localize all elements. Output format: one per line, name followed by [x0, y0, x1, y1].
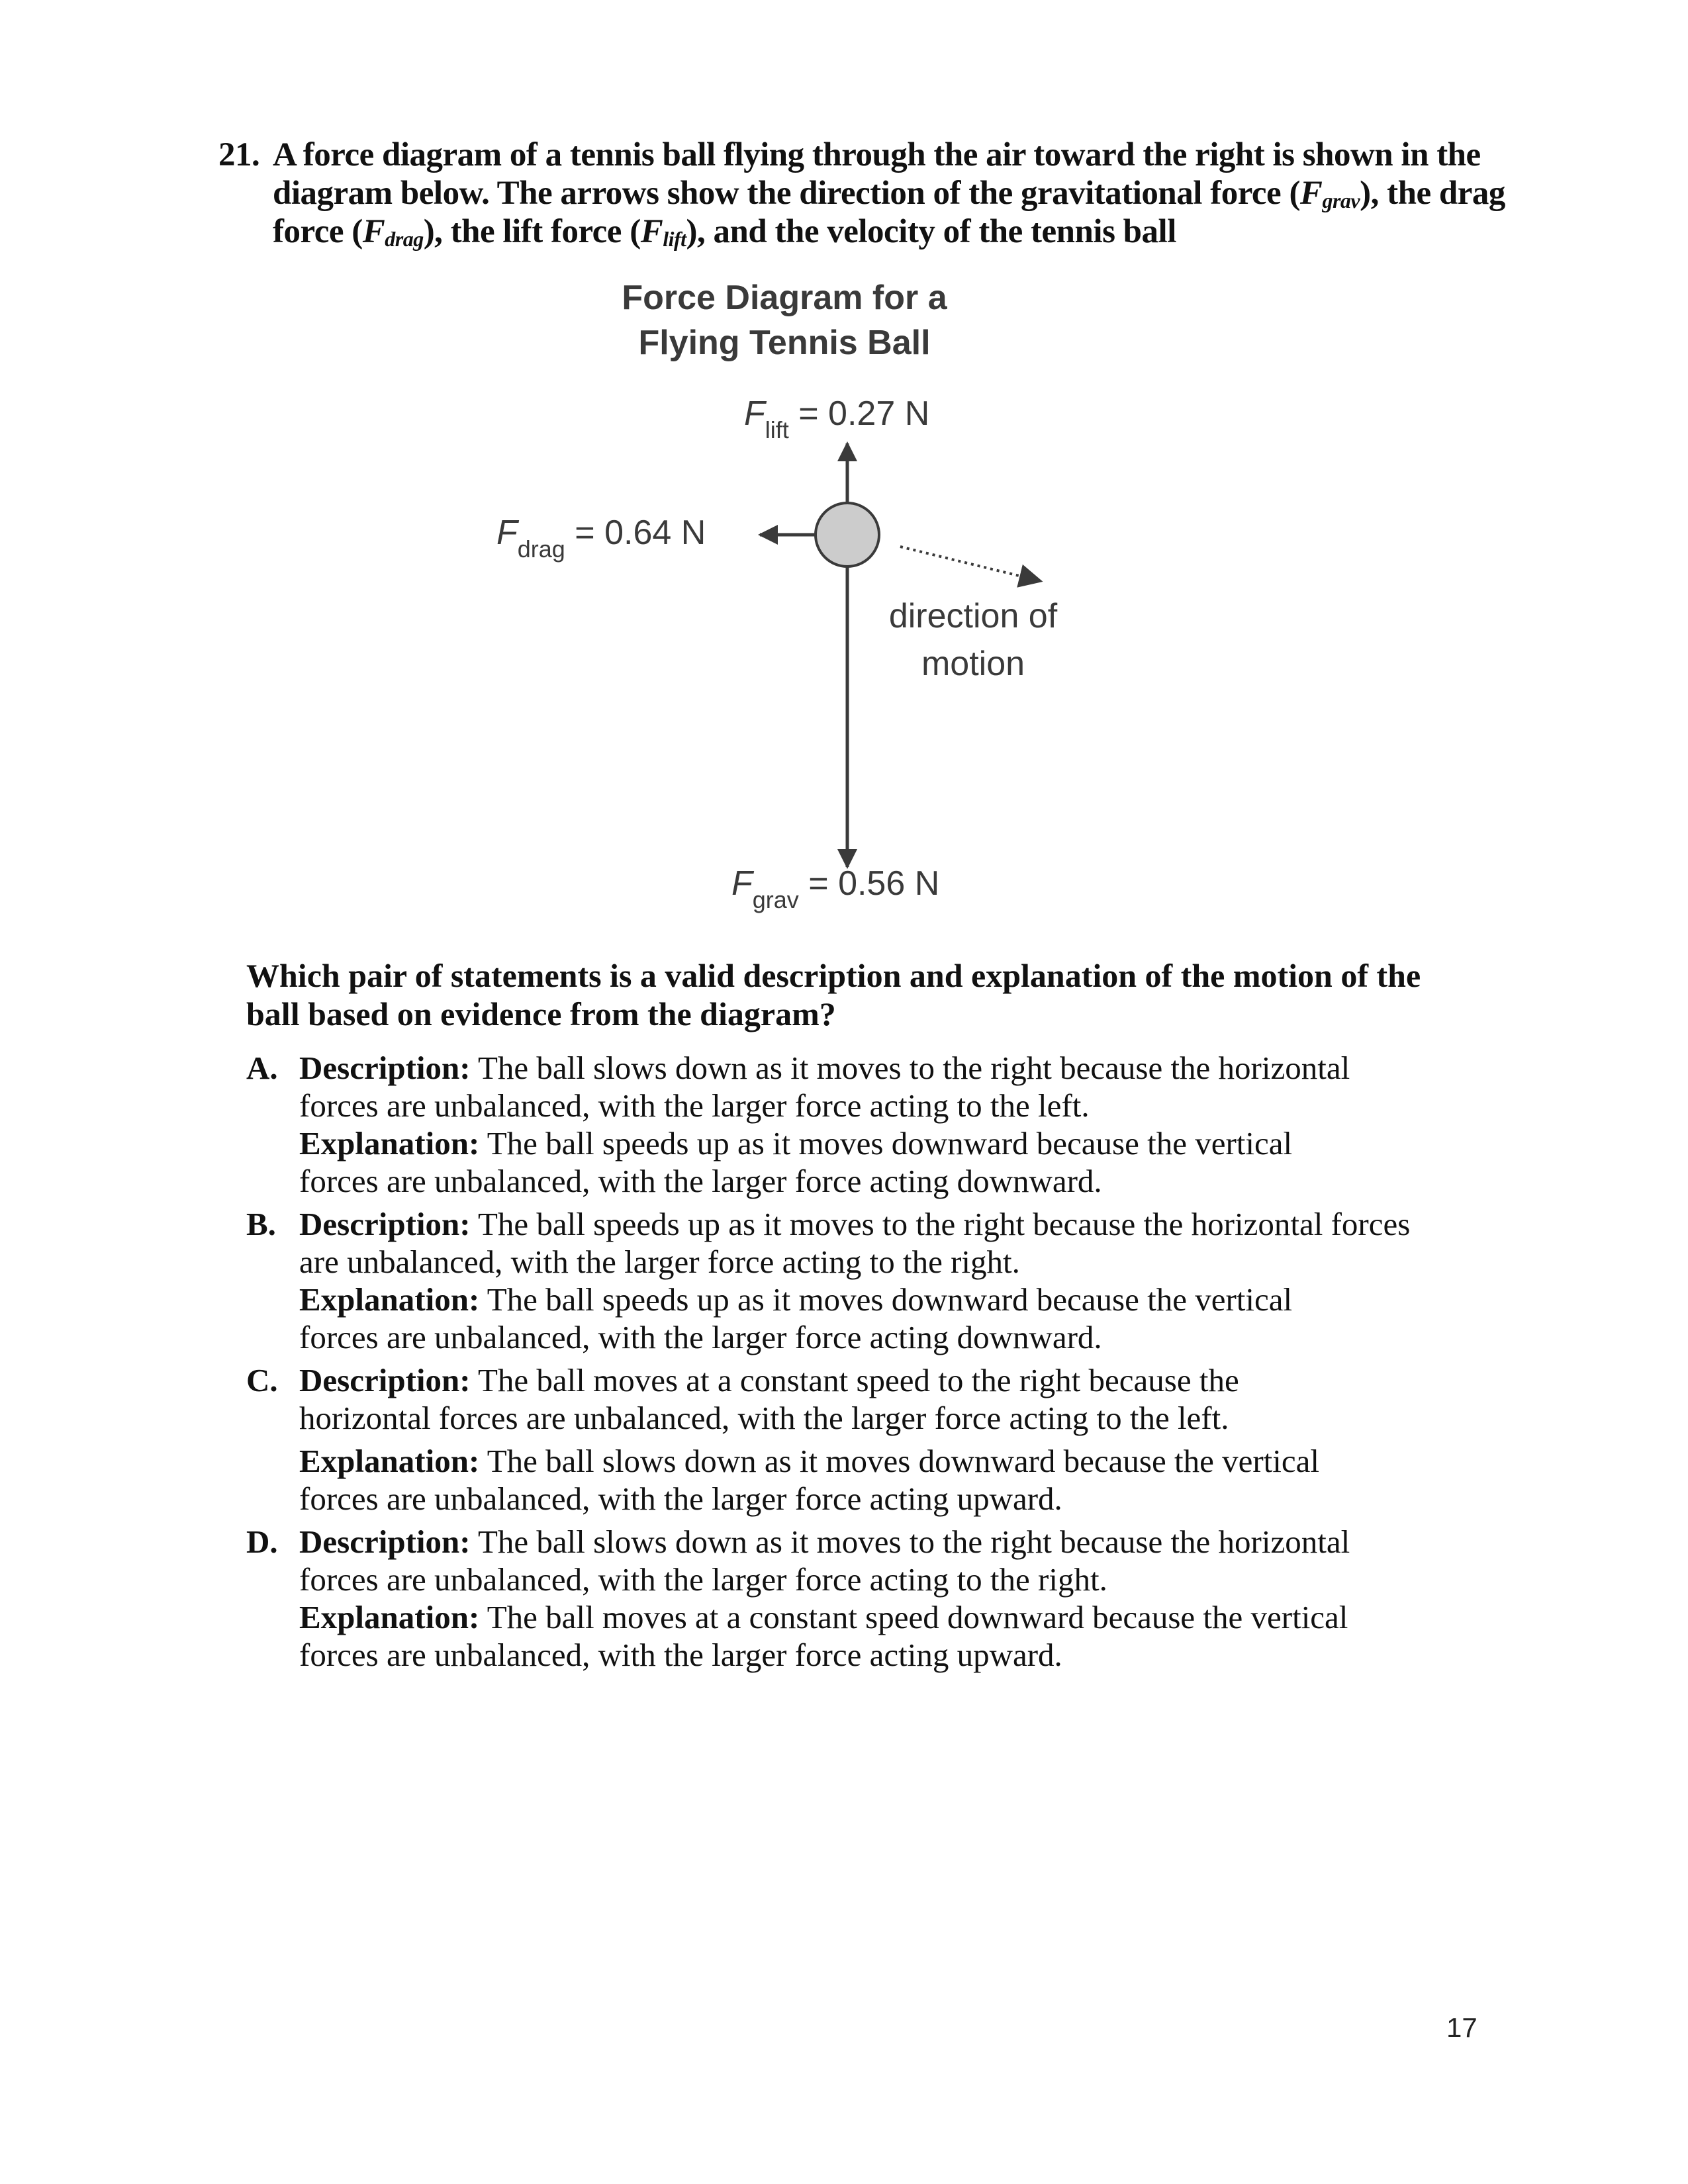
choice-letter: C. — [246, 1362, 278, 1398]
tennis-ball — [816, 503, 879, 567]
question-line-1: A force diagram of a tennis ball flying through the air toward the right is shown in the — [273, 136, 1481, 173]
answer-choices — [246, 1049, 1477, 1679]
choice-b[interactable]: B. Description: The ball speeds up as it moves to the right because the horizontal forces are unbalanced, with the larger force acting to the right. Explanation: The ball speeds up as it moves downward because the vertical forces are unbalanced, with the larger force acting downward. — [246, 1206, 1411, 1355]
question-line-2: diagram below. The arrows show the direction of the gravitational force $(F_{grav})$, the drag — [273, 175, 1505, 212]
choice-d[interactable]: D. Description: The ball slows down as it moves to the right because the horizontal forces are unbalanced, with the larger force acting to the right. Explanation: The ball moves at a constant speed downward because the vertical forces are unbalanced, with the larger force acting upward. — [246, 1524, 1350, 1673]
diagram-title-line-2: Flying Tennis Ball — [638, 324, 931, 362]
page-number: 17 — [1446, 2012, 1477, 2043]
grav-label: $F_{grav} = 0.56$ N — [731, 864, 940, 913]
diagram-title-line-1: Force Diagram for a — [622, 279, 947, 317]
choice-letter: D. — [246, 1524, 278, 1560]
choice-c[interactable]: C. Description: The ball moves at a constant speed to the right because the horizontal forces are unbalanced, with the larger force acting to the left. Explanation: The ball slows down as it moves downward because the vertical forces are unbalanced, with the larger force acting upward. — [246, 1362, 1320, 1517]
question-prompt: Which pair of statements is a valid description and explanation of the motion of the ball based on evidence from the diagram? — [246, 957, 1421, 1032]
motion-label: direction of motion — [888, 597, 1058, 683]
question-number: 21. — [218, 136, 260, 173]
drag-label: $F_{drag} = 0.64$ N — [496, 514, 706, 563]
choice-a[interactable]: A. Description: The ball slows down as it moves to the right because the horizontal forces are unbalanced, with the larger force acting to the left. Explanation: The ball speeds up as it moves downward because the vertical forces are unbalanced, with the larger force acting downward. — [246, 1050, 1350, 1199]
motion-arrow — [900, 547, 1041, 581]
choice-letter: A. — [246, 1050, 278, 1086]
choice-letter: B. — [246, 1206, 276, 1242]
question-line-3: force $(F_{drag})$, the lift force $(F_{lift})$, and the velocity of the tennis ball — [273, 213, 1176, 251]
lift-label: $F_{lift} = 0.27$ N — [744, 394, 930, 443]
